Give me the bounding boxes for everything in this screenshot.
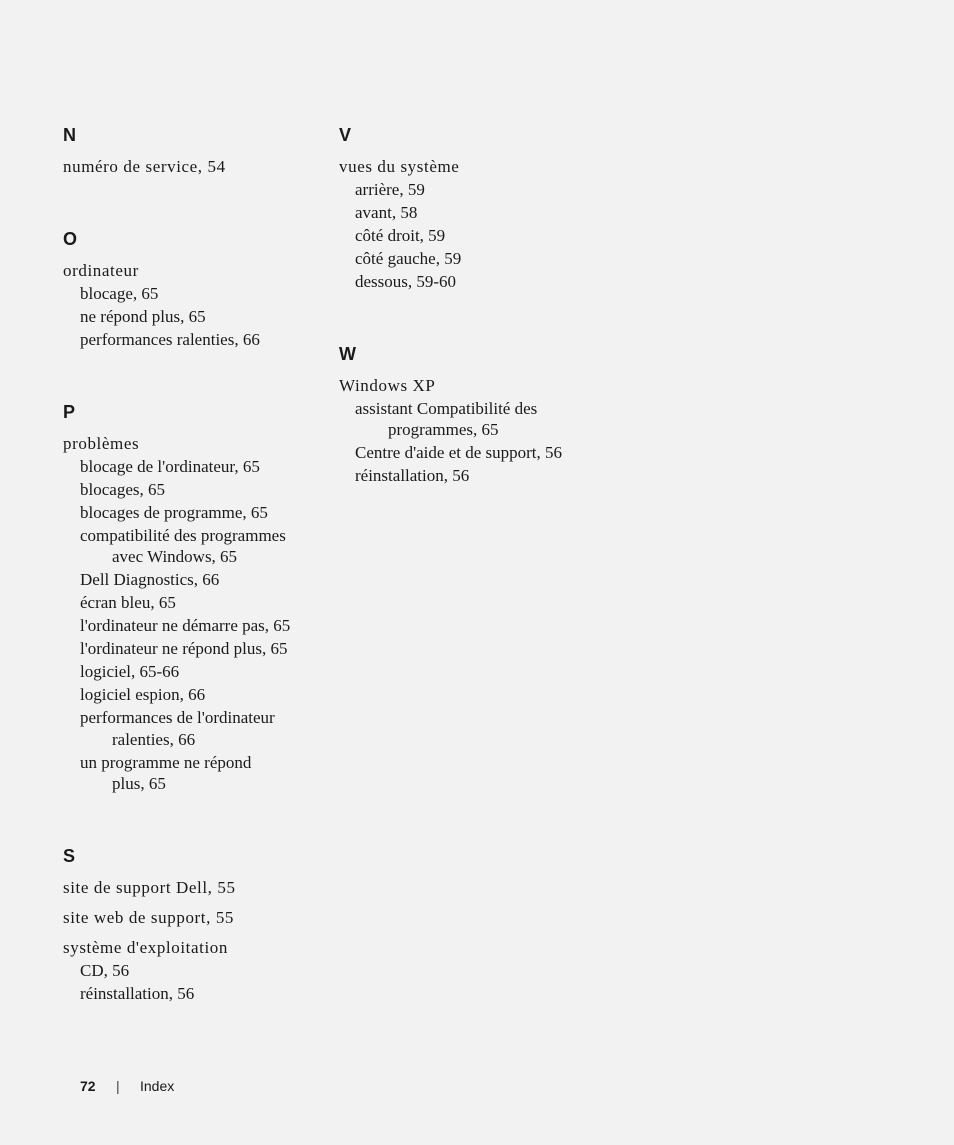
section-letter-p: P (63, 402, 76, 422)
index-subentry: ne répond plus, 65 (80, 307, 206, 326)
index-subentry: CD, 56 (80, 961, 130, 980)
index-subentry: performances ralenties, 66 (80, 330, 260, 349)
index-subentry: avant, 58 (355, 203, 418, 222)
index-subentry: côté droit, 59 (355, 226, 446, 245)
index-subentry-continuation: ralenties, 66 (112, 730, 196, 749)
index-subentry: blocage, 65 (80, 284, 159, 303)
index-subentry: l'ordinateur ne démarre pas, 65 (80, 616, 291, 635)
index-subentry: Centre d'aide et de support, 56 (355, 443, 563, 462)
section-letter-n: N (63, 125, 76, 145)
index-subentry: assistant Compatibilité des (355, 399, 538, 418)
index-entry: problèmes (63, 434, 140, 453)
section-letter-s: S (63, 846, 76, 866)
index-subentry: blocages de programme, 65 (80, 503, 268, 522)
index-entry: site web de support, 55 (63, 908, 235, 927)
index-subentry: l'ordinateur ne répond plus, 65 (80, 639, 288, 658)
index-subentry-continuation: programmes, 65 (388, 420, 499, 439)
index-subentry: arrière, 59 (355, 180, 425, 199)
footer-separator: | (116, 1078, 120, 1094)
index-subentry: écran bleu, 65 (80, 593, 176, 612)
index-entry: ordinateur (63, 261, 139, 280)
index-subentry: performances de l'ordinateur (80, 708, 275, 727)
index-subentry: compatibilité des programmes (80, 526, 286, 545)
index-subentry: blocage de l'ordinateur, 65 (80, 457, 260, 476)
index-subentry: un programme ne répond (80, 753, 252, 772)
section-letter-w: W (339, 344, 356, 364)
page-number: 72 (80, 1078, 96, 1094)
section-letter-o: O (63, 229, 78, 249)
index-entry: site de support Dell, 55 (63, 878, 236, 897)
index-subentry: blocages, 65 (80, 480, 165, 499)
section-letter-v: V (339, 125, 352, 145)
index-subentry: Dell Diagnostics, 66 (80, 570, 220, 589)
index-subentry-continuation: avec Windows, 65 (112, 547, 238, 566)
index-subentry: logiciel, 65-66 (80, 662, 180, 681)
index-entry: système d'exploitation (63, 938, 228, 957)
index-entry: numéro de service, 54 (63, 157, 226, 176)
index-subentry: côté gauche, 59 (355, 249, 462, 268)
index-subentry-continuation: plus, 65 (112, 774, 166, 793)
index-entry: Windows XP (339, 376, 436, 395)
index-subentry: logiciel espion, 66 (80, 685, 206, 704)
index-subentry: réinstallation, 56 (355, 466, 470, 485)
footer-section-title: Index (140, 1078, 175, 1094)
index-subentry: réinstallation, 56 (80, 984, 195, 1003)
index-entry: vues du système (339, 157, 460, 176)
index-subentry: dessous, 59-60 (355, 272, 457, 291)
